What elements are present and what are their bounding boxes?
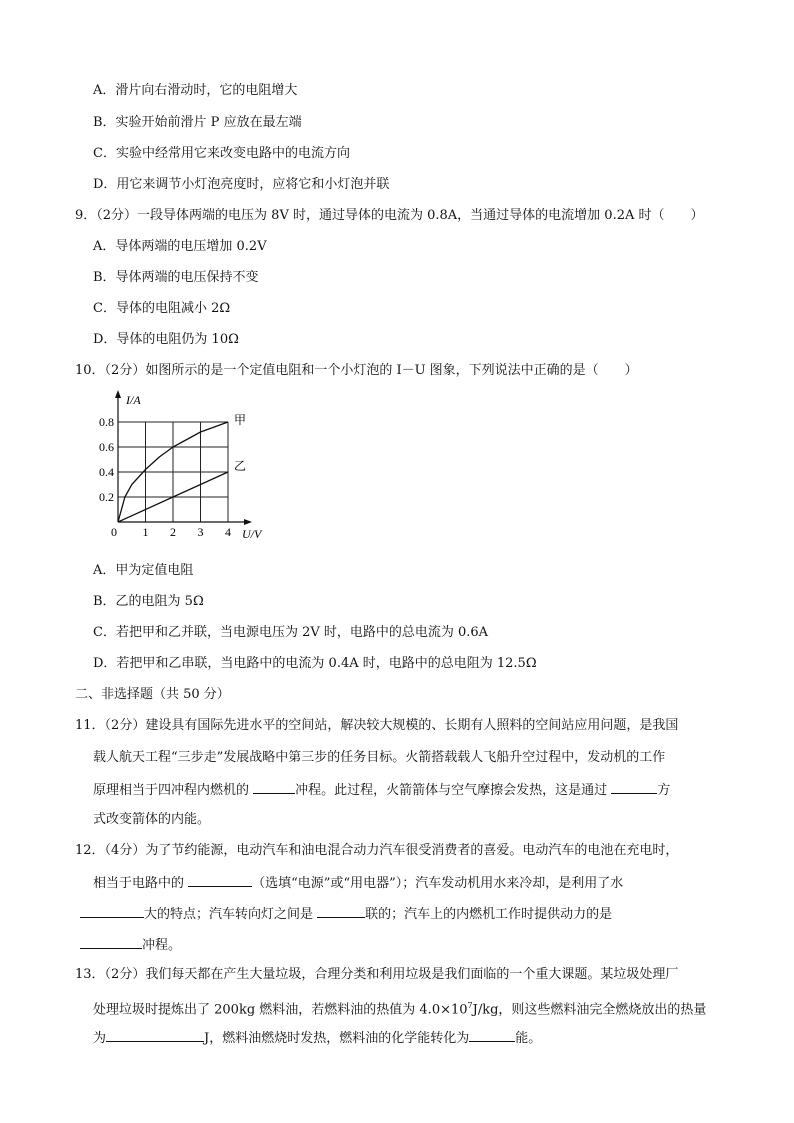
q12-blank-3[interactable] — [317, 904, 365, 918]
q9-option-c: C．导体的电阻减小 2Ω — [93, 301, 231, 316]
y-axis-arrow — [115, 390, 121, 398]
y-tick-label: 0.6 — [99, 440, 114, 454]
q13-blank-2[interactable] — [469, 1028, 515, 1042]
q8-option-b: B．实验开始前滑片 P 应放在最左端 — [93, 115, 302, 130]
q8-option-a: A．滑片向右滑动时，它的电阻增大 — [93, 83, 298, 98]
chart-y-label: I/A — [126, 393, 141, 407]
q9-option-b: B．导体两端的电压保持不变 — [93, 270, 259, 285]
y-tick-label: 0.4 — [99, 465, 114, 479]
q9-option-a: A．导体两端的电压增加 0.2V — [93, 239, 267, 254]
q8-option-d: D．用它来调节小灯泡亮度时，应将它和小灯泡并联 — [93, 177, 390, 192]
q8-option-c: C．实验中经常用它来改变电路中的电流方向 — [93, 146, 350, 161]
q13-line-1: 13．（2分）我们每天都在产生大量垃圾，合理分类和利用垃圾是我们面临的一个重大课题。某垃圾处理厂 — [75, 967, 679, 982]
x-tick-label: 4 — [225, 525, 231, 539]
chart-x-label: U/V — [242, 527, 262, 541]
x-tick-label: 2 — [170, 525, 176, 539]
q10-option-c: C．若把甲和乙并联，当电源电压为 2V 时，电路中的总电流为 0.6A — [93, 625, 489, 640]
q9-stem: 9．（2分）一段导体两端的电压为 8V 时，通过导体的电流为 0.8A，当通过导体的电流增加 0.2A 时（ ） — [75, 208, 704, 223]
q12-line-4: 冲程。 — [80, 935, 181, 955]
q11-line-2: 载人航天工程“三步走”发展战略中第三步的任务目标。火箭搭载载人飞船升空过程中，发动机的工作 — [93, 750, 666, 765]
iu-chart — [98, 386, 288, 548]
q9-option-d: D．导体的电阻仍为 10Ω — [93, 332, 239, 347]
q10-option-b: B．乙的电阻为 5Ω — [93, 594, 204, 609]
q12-blank-1[interactable] — [188, 873, 252, 887]
q12-blank-2[interactable] — [80, 904, 144, 918]
x-tick-label: 1 — [142, 525, 149, 539]
x-axis-arrow — [244, 519, 252, 525]
y-tick-label: 0.8 — [99, 415, 114, 429]
series-label-yi: 乙 — [234, 458, 247, 473]
q10-option-a: A．甲为定值电阻 — [93, 563, 194, 578]
chart-grid — [118, 422, 228, 522]
q13-line-2: 处理垃圾时提炼出了 200kg 燃料油，若燃料油的热值为 $4.0\times 10^7J/kg$，则这些燃料油完全燃烧放出的热量 — [93, 1001, 707, 1018]
y-tick-label: 0.2 — [99, 490, 114, 504]
q12-line-2: 相当于电路中的 （选填“电源”或“用电器”）；汽车发动机用水来冷却，是利用了水 — [93, 873, 623, 893]
q11-blank-2[interactable] — [611, 780, 657, 794]
section-2-title: 二、非选择题（共 50 分） — [75, 687, 230, 702]
q13-line-3: 为 J，燃料油燃烧时发热，燃料油的化学能转化为 能。 — [93, 1028, 541, 1048]
q12-line-3: 大的特点；汽车转向灯之间是 联的；汽车上的内燃机工作时提供动力的是 — [80, 904, 612, 924]
q11-line-3: 原理相当于四冲程内燃机的 冲程。此过程，火箭箭体与空气摩擦会发热，这是通过 方 — [93, 780, 670, 800]
q13-blank-1[interactable] — [106, 1028, 204, 1042]
q12-blank-4[interactable] — [80, 935, 142, 949]
q11-line-1: 11．（2分）建设具有国际先进水平的空间站，解决较大规模的、长期有人照料的空间站应用问题，是我国 — [75, 718, 679, 733]
q10-option-d: D．若把甲和乙串联，当电路中的电流为 0.4A 时，电路中的总电阻为 12.5Ω — [93, 656, 537, 671]
q12-line-1: 12．（4分）为了节约能源，电动汽车和油电混合动力汽车很受消费者的喜爱。电动汽车的电池在充电时， — [75, 843, 679, 858]
series-label-jia: 甲 — [234, 413, 247, 427]
q11-blank-1[interactable] — [253, 780, 295, 794]
x-tick-label: 0 — [111, 525, 117, 539]
q10-stem: 10．（2分）如图所示的是一个定值电阻和一个小灯泡的 I－U 图象，下列说法中正确的是（ ） — [75, 363, 638, 378]
q11-line-4: 式改变箭体的内能。 — [93, 812, 211, 827]
chart-axes — [115, 390, 252, 525]
x-tick-label: 3 — [197, 525, 204, 539]
